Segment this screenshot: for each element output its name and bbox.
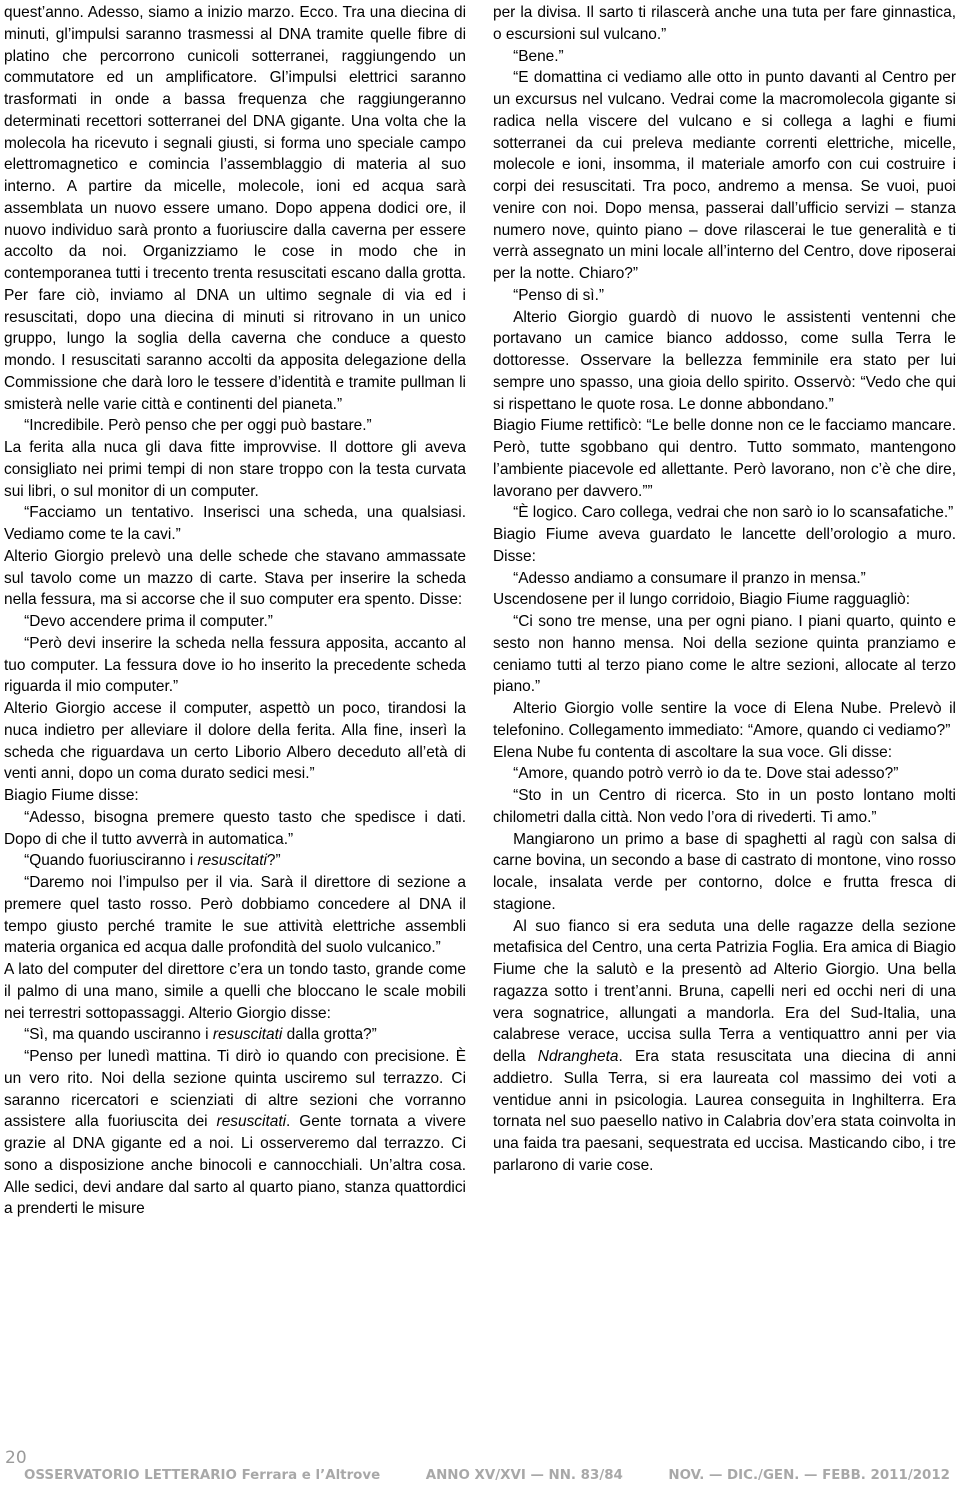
paragraph [4, 502, 466, 546]
paragraph-text: “Però devi inserire la scheda nella fessura apposita, accanto al tuo computer. La fessura dove io ho inserito la precedente scheda riguarda il mio computer.” [4, 634, 466, 696]
paragraph [493, 698, 956, 742]
paragraph-text: Alterio Giorgio guardò di nuovo le assistenti ventenni che portavano un camice bianco addosso, come sulla Terra le dottoresse. Osservare la bellezza femminile era stato per lui sempre uno spasso, una gioia dello spirito. Osservò: “Vedo che qui si rispettano le quote rosa. Le donne abbondano.” [493, 308, 956, 413]
paragraph [4, 807, 466, 851]
paragraph-text: “Sì, ma quando usciranno i [24, 1026, 213, 1044]
footer-issue: ANNO XV/XVI — NN. 83/84 [425, 1468, 623, 1483]
paragraph [493, 415, 956, 502]
paragraph [4, 415, 466, 437]
paragraph [493, 502, 956, 524]
paragraph [493, 285, 956, 307]
paragraph-text-continued: . Era stata resuscitata una diecina di anni addietro. Sulla Terra, si era laureata col massimo dei voti a ventidue anni in psicologia. Laurea conseguita in Inghilterra. Era tornata nel suo paesello nativo in Calabria dov’era stata coinvolta in una faida tra paesani, sequestrata ed uccisa. Masticando cibo, i tre parlarono di varie cose. [493, 1048, 956, 1174]
paragraph [4, 698, 466, 785]
footer-date: NOV. — DIC./GEN. — FEBB. 2011/2012 [668, 1468, 950, 1483]
page-number: 20 [5, 1448, 27, 1468]
paragraph-text: Elena Nube fu contenta di ascoltare la sua voce. Gli disse: [493, 743, 893, 761]
paragraph-text: Biagio Fiume disse: [4, 787, 139, 804]
paragraph-text: Biagio Fiume rettificò: “Le belle donne non ce le facciamo mancare. Però, tutte sgobbano qui dentro. Tutto sommato, mantengono l’ambiente piacevole ed allettante. Però lavorano, non c’è che dire, lavorano per davvero.”” [493, 417, 956, 500]
paragraph [493, 589, 956, 611]
paragraph-text: “E domattina ci vediamo alle otto in punto davanti al Centro per un excursus nel vulcano. Vedrai come la macromolecola gigante si radica nella viscere del vulcano e si collega a laghi e fiumi sotterranei da cui preleva mediante correnti elettriche, micelle, molecole e ioni, insomma, il materiale amorfo con cui costruire i corpi dei resuscitati. Tra poco, andremo a mensa. Se vuoi, puoi venire con noi. Dopo mensa, passerai dall’ufficio servizi – stanza numero nove, quinto piano – dove rilascerai le tue generalità e ti verrà assegnato un mini locale all’interno del Centro, dove riposerai per la notte. Chiaro?” [493, 69, 956, 282]
paragraph-text: “Penso per lunedì mattina. Ti dirò io quando con precisione. È un vero rito. Noi della sezione quinta usciremo sul terrazzo. Ci saranno ricercatori e scienziati di altre sezioni che vorranno assistere alla fuoriuscita dei [4, 1048, 466, 1131]
paragraph-text: “Adesso andiamo a consumare il pranzo in mensa.” [513, 569, 866, 587]
italic-term: Ndrangheta [537, 1048, 619, 1065]
page-footer [24, 1468, 950, 1488]
paragraph-text-continued: dalla grotta?” [282, 1026, 377, 1044]
paragraph-text: quest’anno. Adesso, siamo a inizio marzo. Ecco. Tra una diecina di minuti, gl’impulsi saranno trasmessi al DNA tramite quelle fibre di platino che percorrono cunicoli sotterranei, raggiungendo un commutatore ed un amplificatore. Gl’impulsi elettrici saranno trasformati in onde a bassa frequenza che raggiungeranno determinati recettori sotterranei del DNA gigante. Una volta che la molecola ha ricevuto i segnali giusti, si forma uno speciale campo elettromagnetico e comincia l’assemblaggio di materia al suo interno. A partire da micelle, molecole, ioni ed acqua sarà assemblata un nuovo essere umano. Dopo appena dodici ore, il nuovo individuo sarà pronto a fuoriuscire dalla caverna per essere accolto da noi. Organizziamo le cose in modo che in contemporanea tutti i trecento trenta resuscitati escano dalla grotta. Per fare ciò, inviamo al DNA un ultimo segnale di via ed i resuscitati, dopo una diecina di minuti si ritrovano in un unico gruppo, lungo la soglia della caverna che conduce a questo mondo. I resuscitati saranno accolti da apposita delegazione della Commissione che darà loro le tessere d’identità e tramite pullman li smisterà nelle varie città e continenti del pianeta.” [4, 4, 466, 413]
paragraph [4, 1046, 466, 1220]
paragraph-text: Alterio Giorgio volle sentire la voce di Elena Nube. Prelevò il telefonino. Collegamento immediato: “Amore, quando ci vediamo?” [493, 700, 956, 739]
paragraph-text: Uscendosene per il lungo corridoio, Biagio Fiume ragguagliò: [493, 591, 911, 609]
paragraph-text: A lato del computer del direttore c’era un tondo tasto, grande come il palmo di una mano, simile a quelli che bloccano le scale mobili nei terrestri sottopassaggi. Alterio Giorgio disse: [4, 961, 466, 1022]
paragraph [4, 850, 466, 872]
paragraph [4, 959, 466, 1024]
paragraph-text: Alterio Giorgio accese il computer, aspettò un poco, tirandosi la nuca indietro per alleviare il dolore della ferita. Alla fine, inserì la scheda che riguardava un certo Liborio Albero deceduto all’età di venti anni, dopo un coma durato sedici mesi.” [4, 700, 466, 783]
paragraph [4, 437, 466, 502]
right-column [493, 2, 956, 1177]
paragraph-text: “Daremo noi l’impulso per il via. Sarà il direttore di sezione a premere quel tasto rosso. Però dobbiamo concedere al DNA il tempo giusto perché tramite le sue attività elettriche assembli materia organica ed acqua dalle profondità del suolo vulcanico.” [4, 874, 466, 957]
paragraph-text: “Penso di sì.” [513, 286, 605, 304]
paragraph-text: “Adesso, bisogna premere questo tasto che spedisce i dati. Dopo di che il tutto avverrà in automatica.” [4, 808, 466, 848]
paragraph [493, 742, 956, 764]
paragraph [4, 611, 466, 633]
paragraph [4, 546, 466, 611]
paragraph [493, 763, 956, 785]
italic-term: resuscitati [216, 1113, 287, 1131]
left-column [4, 2, 466, 1220]
paragraph-text: “Facciamo un tentativo. Inserisci una scheda, una qualsiasi. Vediamo come te la cavi.” [4, 504, 466, 543]
paragraph [493, 916, 956, 1177]
paragraph [493, 568, 956, 590]
paragraph [4, 1024, 466, 1046]
italic-term: resuscitati [212, 1026, 283, 1044]
paragraph [4, 872, 466, 959]
paragraph [4, 633, 466, 698]
paragraph-text: “Devo accendere prima il computer.” [24, 613, 273, 630]
paragraph-text: “Ci sono tre mense, una per ogni piano. I piani quarto, quinto e sesto non hanno mensa. Noi della sezione quinta pranziamo e ceniamo tutti al terzo piano come le altre sezioni, allocate al terzo piano.” [493, 613, 956, 696]
paragraph-text: “È logico. Caro collega, vedrai che non sarò io lo scansafatiche.” [513, 504, 954, 522]
paragraph-text-continued: ?” [266, 852, 281, 870]
paragraph-text: Alterio Giorgio prelevò una delle schede che stavano ammassate sul tavolo come un mazzo di carte. Stava per inserire la scheda nella fessura, ma si accorse che il suo computer era spento. Disse: [4, 547, 466, 609]
paragraph-text: “Sto in un Centro di ricerca. Sto in un posto lontano molti chilometri dalla città. Non vedo l’ora di rivederti. Ti amo.” [493, 787, 956, 826]
paragraph [493, 524, 956, 568]
paragraph [493, 611, 956, 698]
paragraph-text: Al suo fianco si era seduta una delle ragazze della sezione metafisica del Centro, una certa Patrizia Foglia. Era amica di Biagio Fiume che la salutò e la presentò ad Alterio Giorgio. Una bella ragazza sotto i trent’anni. Bruna, capelli neri ed occhi neri di una vera sognatrice, allungati a mandorla. Era del Sud-Italia, una calabrese verace, uccisa sulla Terra a ventiquattro anni per via della [493, 917, 956, 1065]
italic-term: resuscitati [197, 852, 267, 870]
paragraph-text: “Bene.” [513, 47, 564, 65]
paragraph [493, 46, 956, 68]
paragraph-text: “Incredibile. Però penso che per oggi può bastare.” [24, 417, 372, 435]
paragraph [493, 829, 956, 916]
paragraph [493, 785, 956, 829]
footer-magazine-title: OSSERVATORIO LETTERARIO Ferrara e l’Altrove [24, 1468, 381, 1483]
paragraph [493, 2, 956, 46]
paragraph-text: “Quando fuoriusciranno i [24, 852, 198, 870]
paragraph [4, 785, 466, 807]
paragraph [493, 307, 956, 416]
paragraph-text: Mangiarono un primo a base di spaghetti al ragù con salsa di carne bovina, un secondo a base di castrato di montone, vino rosso locale, insalata verde per contorno, dolce e frutta fresca di stagione. [493, 830, 956, 913]
paragraph-text: “Amore, quando potrò verrò io da te. Dove stai adesso?” [513, 765, 899, 783]
paragraph-text-continued: . Gente tornata a vivere grazie al DNA gigante ed a noi. Li osserveremo dal terrazzo. Ci sono a disposizione anche binocoli e cannocchiali. Un’altra cosa. Alle sedici, devi andare dal sarto al quarto piano, stanza quattordici a prenderti le misure [4, 1113, 466, 1218]
paragraph [493, 67, 956, 285]
paragraph [4, 2, 466, 415]
paragraph-text: per la divisa. Il sarto ti rilascerà anche una tuta per fare ginnastica, o escursioni sul vulcano.” [493, 4, 956, 43]
paragraph-text: La ferita alla nuca gli dava fitte improvvise. Il dottore gli aveva consigliato nei primi tempi di non stare troppo con la testa curvata sui libri, o sul monitor di un computer. [4, 439, 466, 500]
paragraph-text: Biagio Fiume aveva guardato le lancette dell’orologio a muro. Disse: [493, 526, 956, 565]
